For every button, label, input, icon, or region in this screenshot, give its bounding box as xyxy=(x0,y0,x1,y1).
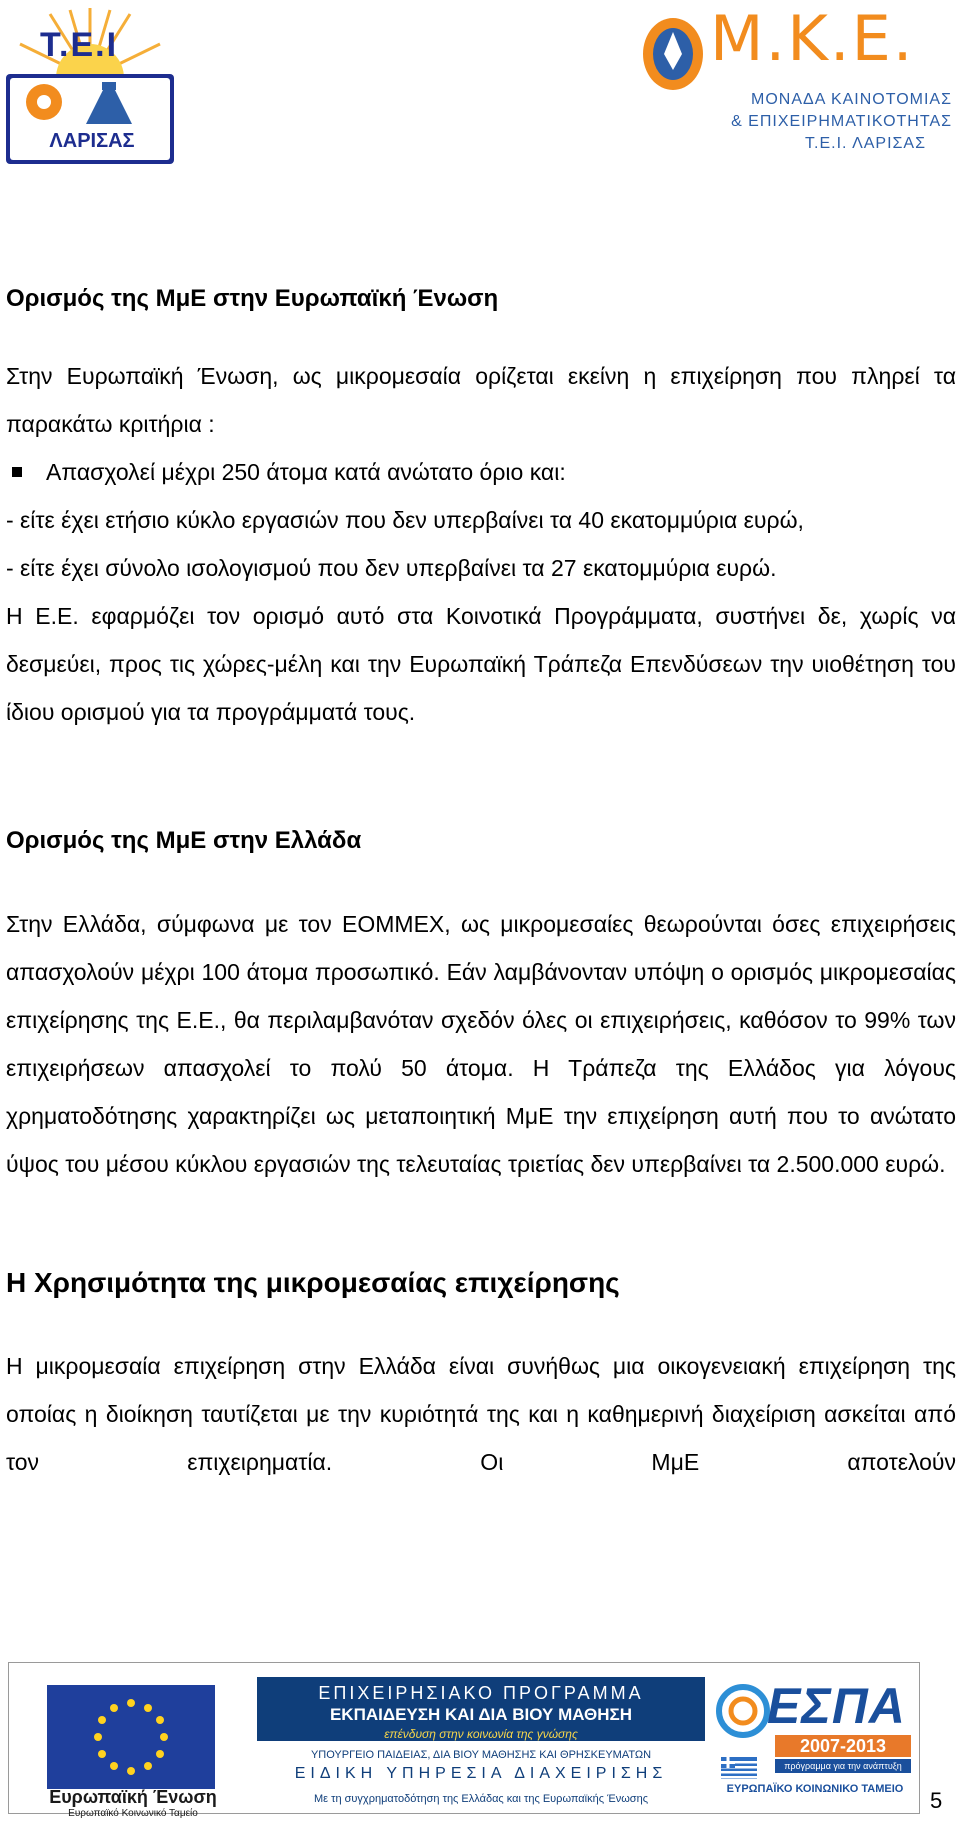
operational-program-banner xyxy=(257,1677,705,1805)
square-bullet-icon xyxy=(12,467,22,477)
eu-intro-paragraph: Στην Ευρωπαϊκή Ένωση, ως μικρομεσαία ορίζεται εκείνη η επιχείρηση που πληρεί τα παρακάτω κριτήρια : xyxy=(6,363,956,437)
usefulness-paragraph: Η μικρομεσαία επιχείρηση στην Ελλάδα είναι συνήθως μια οικογενειακή επιχείρηση της οποίας η διοίκηση ταυτίζεται με την κυριότητά της και η καθημερινή διαχείριση ασκείται από τον επιχειρηματία. Οι ΜμΕ αποτελούν xyxy=(6,1353,956,1475)
mke-logo-subtitle-1: ΜΟΝΑΔΑ ΚΑΙΝΟΤΟΜΙΑΣ xyxy=(751,91,952,108)
program-line-2: ΕΚΠΑΙΔΕΥΣΗ ΚΑΙ ΔΙΑ ΒΙΟΥ ΜΑΘΗΣΗ xyxy=(329,1705,633,1724)
heading-eu-definition: Ορισμός της ΜμΕ στην Ευρωπαϊκή Ένωση xyxy=(6,285,499,312)
ministry-name: ΥΠΟΥΡΓΕΙΟ ΠΑΙΔΕΙΑΣ, ΔΙΑ ΒΙΟΥ ΜΑΘΗΣΗΣ ΚΑΙ ΘΡΗΣΚΕΥΜΑΤΩΝ xyxy=(310,1749,652,1761)
eu-label xyxy=(33,1787,233,1819)
espa-fund: ΕΥΡΩΠΑΪΚΟ ΚΟΙΝΩΝΙΚΟ ΤΑΜΕΙΟ xyxy=(726,1783,904,1795)
eu-title: Ευρωπαϊκή Ένωση xyxy=(49,1787,217,1807)
eu-criterion-1: - είτε έχει ετήσιο κύκλο εργασιών που δεν υπερβαίνει τα 40 εκατομμύρια ευρώ, xyxy=(6,507,804,533)
program-slogan: επένδυση στην κοινωνία της γνώσης xyxy=(384,1727,578,1741)
espa-program: πρόγραμμα για την ανάπτυξη xyxy=(775,1759,911,1773)
tei-logo-city: ΛΑΡΙΣΑΣ xyxy=(49,130,135,152)
espa-swirl-icon xyxy=(715,1683,771,1739)
mke-logo-subtitle-3: Τ.Ε.Ι. ΛΑΡΙΣΑΣ xyxy=(805,135,926,152)
greece-paragraph: Στην Ελλάδα, σύμφωνα με τον ΕΟΜΜΕΧ, ως μικρομεσαίες θεωρούνται όσες επιχειρήσεις απασχολούν μέχρι 100 άτομα προσωπικό. Εάν λαμβάνονταν υπόψη ο ορισμός μικρομεσαίας επιχείρησης της Ε.Ε., θα περιλαμβανόταν σχεδόν όλες οι επιχειρήσεις, καθόσον το 99% των επιχειρήσεων απασχολεί το πολύ 50 άτομα. Η Τράπεζα της Ελλάδος για λόγους χρηματοδότησης χαρακτηρίζει ως μεταποιητική ΜμΕ την επιχείρηση αυτή που το ανώτατο ύψος του μέσου κύκλου εργασιών της τελευταίας τριετίας δεν υπερβαίνει τα 2.500.000 ευρώ. xyxy=(6,911,956,1177)
mke-logo-subtitle-2: & ΕΠΙΧΕΙΡΗΜΑΤΙΚΟΤΗΤΑΣ xyxy=(731,113,952,130)
espa-word: ΕΣΠΑ xyxy=(767,1678,906,1734)
mke-logo-title: Μ.Κ.Ε. xyxy=(710,2,915,75)
eu-closing-paragraph: Η Ε.Ε. εφαρμόζει τον ορισμό αυτό στα Κοινοτικά Προγράμματα, συστήνει δε, χωρίς να δεσμεύει, προς τις χώρες-μέλη και την Ευρωπαϊκή Τράπεζα Επενδύσεων την υιοθέτηση του ίδιου ορισμού για τα προγράμματά τους. xyxy=(6,603,956,725)
rocket-icon xyxy=(640,14,706,92)
tei-logo-title: Τ.Ε.Ι xyxy=(40,26,119,64)
eu-subtitle: Ευρωπαϊκό Κοινωνικό Ταμείο xyxy=(68,1808,198,1819)
heading-greece-definition: Ορισμός της ΜμΕ στην Ελλάδα xyxy=(6,827,362,854)
page-content xyxy=(6,270,956,1486)
program-line-1: ΕΠΙΧΕΙΡΗΣΙΑΚΟ ΠΡΟΓΡΑΜΜΑ xyxy=(318,1683,644,1703)
eu-criterion-2: - είτε έχει σύνολο ισολογισμού που δεν υπερβαίνει τα 27 εκατομμύρια ευρώ. xyxy=(6,555,777,581)
greek-flag-icon xyxy=(721,1757,757,1779)
heading-sme-usefulness: Η Χρησιμότητα της μικρομεσαίας επιχείρησης xyxy=(6,1267,620,1298)
tei-larissa-logo xyxy=(4,4,176,166)
funding-footer xyxy=(8,1662,920,1819)
cofinance-note: Με τη συγχρηματοδότηση της Ελλάδας και της Ευρωπαϊκής Ένωσης xyxy=(313,1793,649,1805)
mke-logo xyxy=(640,2,956,162)
espa-years: 2007-2013 xyxy=(775,1735,911,1757)
eu-bullet-text: Απασχολεί μέχρι 250 άτομα κατά ανώτατο όριο και: xyxy=(46,459,566,485)
eu-flag-icon xyxy=(47,1685,215,1789)
special-service-name: ΕΙΔΙΚΗ ΥΠΗΡΕΣΙΑ ΔΙΑΧΕΙΡΙΣΗΣ xyxy=(294,1765,668,1782)
eu-bullet-item xyxy=(6,448,956,496)
page-number: 5 xyxy=(930,1788,943,1813)
espa-logo xyxy=(715,1677,915,1801)
